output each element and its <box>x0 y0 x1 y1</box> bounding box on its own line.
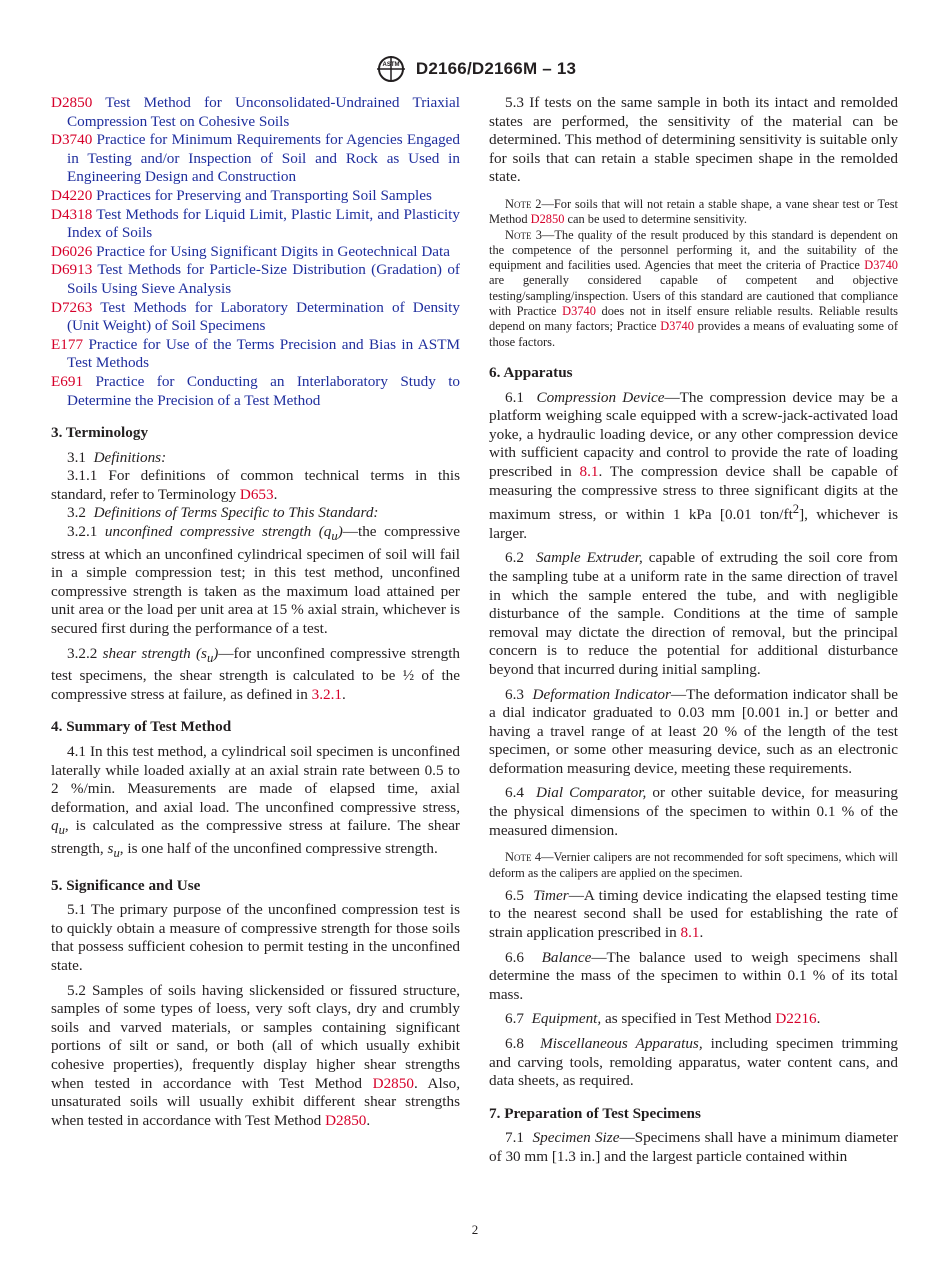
link-d2216[interactable]: D2216 <box>775 1010 817 1028</box>
link-d3740[interactable]: D3740 <box>562 304 596 319</box>
section-3-heading: 3. Terminology <box>51 424 149 442</box>
reference-title-link[interactable]: Test Method for Unconsolidated-Undrained Triaxial Compression Test on Cohesive Soils <box>67 94 460 130</box>
svg-text:ASTM: ASTM <box>382 62 400 68</box>
reference-title-link[interactable]: Test Methods for Laboratory Determination of Density (Unit Weight) of Soil Specimens <box>67 298 460 335</box>
link-d2850[interactable]: D2850 <box>325 1111 367 1129</box>
paragraph-6-1: 6.1 Compression Device—The compression device may be a platform weighing scale equipped with a screw-jack-activated load yoke, a hydraulic loading device, or any other compression device with sufficient capacity and control to provide the rate of loading prescribed in 8.1. The compression device shall be capable of measuring the compressive stress to three significant digits at the maximum stress, or within 1 kPa [0.01 ton/$ft^2$], whichever is larger. <box>489 388 899 542</box>
paragraph-6-3: 6.3 Deformation Indicator—The deformation indicator shall be a dial indicator graduated to 0.03 mm [0.001 in.] or better and having a travel range of at least 20 % of the length of the test specimen, or some other measuring device, such as an electronic deformation measuring device, meeting these requirements. <box>489 685 898 777</box>
reference-item <box>51 336 460 373</box>
paragraph-5-3: 5.3 If tests on the same sample in both its intact and remolded states are performed, the sensitivity of the material can be determined. This method of determining sensitivity is suitable only for soils that can retain a stable specimen shape in the remolded state. <box>489 94 898 186</box>
link-3-2-1[interactable]: 3.2.1 <box>311 685 343 703</box>
reference-item <box>51 206 460 243</box>
reference-title-link[interactable]: Test Methods for Liquid Limit, Plastic Limit, and Plasticity Index of Soils <box>67 205 460 242</box>
note-4: Note 4—Vernier calipers are not recommended for soft specimens, which will deform as the calipers are applied on the specimen. <box>489 850 898 880</box>
reference-item <box>51 299 460 336</box>
reference-item <box>51 94 460 131</box>
reference-code-link[interactable]: D7263 <box>51 298 93 316</box>
page-header <box>0 54 950 84</box>
paragraph-3-1: 3.1 Definitions: <box>67 448 167 466</box>
section-6-heading: 6. Apparatus <box>489 363 573 381</box>
reference-code-link[interactable]: D3740 <box>51 131 93 149</box>
reference-code-link[interactable]: D6026 <box>51 242 93 260</box>
paragraph-6-2: 6.2 Sample Extruder, capable of extruding the soil core from the sampling tube at a uniform rate in the same direction of travel in which the sample entered the tube, and with negligible disturbance of the sample. Conditions at the time of sample removal may dictate the direction of removal, but the principal concern is to reduce the potential for additional disturbance beyond that incurred during initial sampling. <box>489 549 899 678</box>
right-column <box>489 94 898 1167</box>
paragraph-5-2: 5.2 Samples of soils having slickensided or fissured structure, samples of some types of loess, very soft clays, dry and crumbly soils and varved materials, or samples containing significant portions of silt or sand, or both (all of which usually exhibit cohesive properties), frequently display higher shear strengths when tested in accordance with Test Method D2850. Also, unsaturated soils will usually exhibit different shear strengths when tested in accordance with Test Method D2850. <box>51 981 460 1129</box>
link-8-1[interactable]: 8.1 <box>579 462 599 480</box>
reference-title-link[interactable]: Test Methods for Particle-Size Distribution (Gradation) of Soils Using Sieve Analysis <box>67 261 460 297</box>
reference-code-link[interactable]: E691 <box>51 372 84 390</box>
paragraph-5-1: 5.1 The primary purpose of the unconfined compression test is to quickly obtain a measure of compressive strength for those soils that possess sufficient cohesion to permit testing in the unconfined state. <box>51 901 460 975</box>
paragraph-7-1: 7.1 Specimen Size—Specimens shall have a minimum diameter of 30 mm [1.3 in.] and the largest particle contained within <box>489 1129 899 1165</box>
reference-item <box>51 373 460 410</box>
section-5-heading: 5. Significance and Use <box>51 876 201 894</box>
paragraph-6-5: 6.5 Timer—A timing device indicating the elapsed testing time to the nearest second shall be used for establishing the rate of strain application prescribed in 8.1. <box>489 886 898 942</box>
reference-code-link[interactable]: E177 <box>51 335 84 353</box>
link-d3740[interactable]: D3740 <box>660 319 694 334</box>
reference-item <box>51 187 460 206</box>
referenced-documents-list <box>51 94 460 410</box>
astm-logo-icon <box>374 54 408 84</box>
paragraph-6-4: 6.4 Dial Comparator, or other suitable device, for measuring the physical dimensions of the specimen to within 0.1 % of the measured dimension. <box>489 784 898 839</box>
link-d2850[interactable]: D2850 <box>530 212 565 227</box>
paragraph-6-8: 6.8 Miscellaneous Apparatus, including specimen trimming and carving tools, remolding apparatus, water content cans, and data sheets, as required. <box>489 1035 898 1090</box>
paragraph-3-1-1: 3.1.1 For definitions of common technical terms in this standard, refer to Terminology D653. <box>51 467 460 503</box>
section-4-heading: 4. Summary of Test Method <box>51 718 232 736</box>
paragraph-3-2-1: 3.2.1 unconfined compressive strength $(q_u)—the$ compressive stress at which an unconfined cylindrical specimen of soil will fail in a simple compression test; in this test method, unconfined compressive strength is taken as the maximum load attained per unit area or the load per unit area at 15 % axial strain, whichever is secured first during the performance of a test. <box>51 523 460 638</box>
reference-code-link[interactable]: D4220 <box>51 186 93 204</box>
section-7-heading: 7. Preparation of Test Specimens <box>489 1104 701 1122</box>
reference-title-link[interactable]: Practice for Using Significant Digits in Geotechnical Data <box>96 242 450 260</box>
reference-title-link[interactable]: Practice for Conducting an Interlaboratory Study to Determine the Precision of a Test Method <box>67 372 461 409</box>
reference-title-link[interactable]: Practice for Use of the Terms Precision and Bias in ASTM Test Methods <box>67 335 461 372</box>
paragraph-6-6: 6.6 Balance—The balance used to weigh specimens shall determine the mass of the specimen to within 0.1 % of its total mass. <box>489 948 898 1003</box>
reference-item <box>51 131 460 187</box>
page-number: 2 <box>471 1222 479 1237</box>
reference-title-link[interactable]: Practice for Minimum Requirements for Agencies Engaged in Testing and/or Inspection of Soil and Rock as Used in Engineering Design and Construction <box>67 131 460 186</box>
reference-title-link[interactable]: Practices for Preserving and Transporting Soil Samples <box>96 186 432 204</box>
reference-item <box>51 243 460 262</box>
paragraph-3-2-2: 3.2.2 shear strength $(s_u)—for$ unconfined compressive strength test specimens, the shear strength is calculated to be ½ of the compressive stress at failure, as defined in 3.2.1. <box>51 644 461 703</box>
paragraph-3-2: 3.2 Definitions of Terms Specific to This Standard: <box>67 504 379 522</box>
link-d653[interactable]: D653 <box>239 485 274 503</box>
link-8-1[interactable]: 8.1 <box>680 924 700 942</box>
document-designation: D2166/D2166M – 13 <box>415 59 577 78</box>
reference-code-link[interactable]: D4318 <box>51 205 93 223</box>
reference-code-link[interactable]: D6913 <box>51 261 93 279</box>
left-column <box>51 94 460 1130</box>
note-2: Note 2—For soils that will not retain a stable shape, a vane shear test or Test Method D2850 can be used to determine sensitivity. <box>489 196 898 227</box>
link-d2850[interactable]: D2850 <box>372 1074 414 1092</box>
reference-code-link[interactable]: D2850 <box>51 94 93 111</box>
paragraph-6-7: 6.7 Equipment, as specified in Test Method D2216. <box>505 1010 821 1028</box>
reference-item <box>51 261 460 298</box>
note-3: Note 3—The quality of the result produced by this standard is dependent on the competence of the personnel performing it, and the suitability of the equipment and facilities used. Agencies that meet the criteria of Practice D3740 are generally considered capable of competent and objective testing/sampling/inspection. Users of this standard are cautioned that compliance with Practice D3740 does not in itself ensure reliable results. Reliable results depend on many factors; Practice D3740 provides a means of evaluating some of those factors. <box>489 227 898 349</box>
link-d3740[interactable]: D3740 <box>864 258 898 273</box>
paragraph-4-1: 4.1 In this test method, a cylindrical soil specimen is unconfined laterally while loaded axially at an axial strain rate between 0.5 to 2 %/min. Measurements are made of elapsed time, axial deformation, and axial load. The unconfined compressive stress, $q_u$, is calculated as the compressive stress at failure. The shear strength, $s_u$, is one half of the unconfined compressive strength. <box>51 743 460 861</box>
